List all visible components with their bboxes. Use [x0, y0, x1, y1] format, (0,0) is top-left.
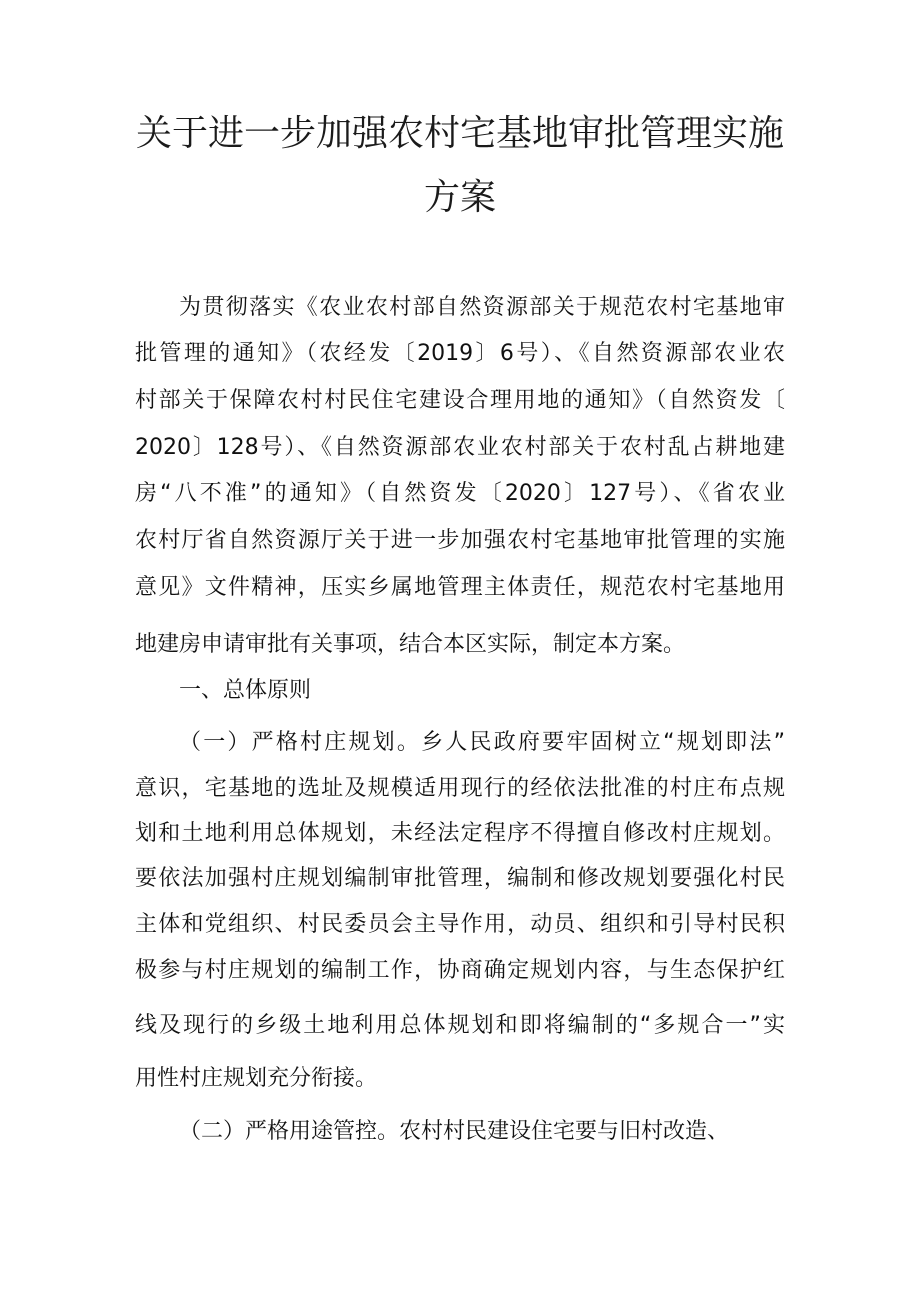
document-title-line-1: 关于进一步加强农村宅基地审批管理实施	[135, 113, 784, 154]
para1-line: 意识，宅基地的选址及规模适用现行的经依法批准的村庄布点规	[135, 776, 785, 801]
para1-line: 极参与村庄规划的编制工作，协商确定规划内容，与生态保护红	[135, 958, 785, 983]
para1-line: （一）严格村庄规划。乡人民政府要牢固树立“规划即法”	[179, 730, 785, 755]
intro-line: 房“八不准”的通知》（自然资发〔2020〕127号）、《省农业	[135, 481, 785, 506]
para2-line: （二）严格用途管控。农村村民建设住宅要与旧村改造、	[179, 1119, 730, 1144]
document-title-line-2: 方案	[423, 177, 496, 218]
intro-line: 2020〕128号）、《自然资源部农业农村部关于农村乱占耕地建	[135, 435, 785, 460]
intro-line: 为贯彻落实《农业农村部自然资源部关于规范农村宅基地审	[179, 295, 785, 320]
section-heading: 一、总体原则	[179, 678, 312, 703]
intro-line: 批管理的通知》（农经发〔2019〕6号）、《自然资源部农业农	[135, 341, 785, 366]
intro-line: 意见》文件精神，压实乡属地管理主体责任，规范农村宅基地用	[135, 575, 785, 600]
para1-line: 划和土地利用总体规划，未经法定程序不得擅自修改村庄规划。	[135, 821, 785, 846]
para1-line: 要依法加强村庄规划编制审批管理，编制和修改规划要强化村民	[135, 866, 785, 891]
intro-line: 村部关于保障农村村民住宅建设合理用地的通知》（自然资发〔	[135, 388, 785, 413]
para1-line: 线及现行的乡级土地利用总体规划和即将编制的“多规合一”实	[135, 1013, 785, 1038]
intro-line: 地建房申请审批有关事项，结合本区实际，制定本方案。	[135, 632, 686, 657]
para1-line: 主体和党组织、村民委员会主导作用，动员、组织和引导村民积	[135, 912, 785, 937]
para1-line: 用性村庄规划充分衔接。	[135, 1066, 378, 1091]
intro-line: 农村厅省自然资源厅关于进一步加强农村宅基地审批管理的实施	[135, 528, 785, 553]
